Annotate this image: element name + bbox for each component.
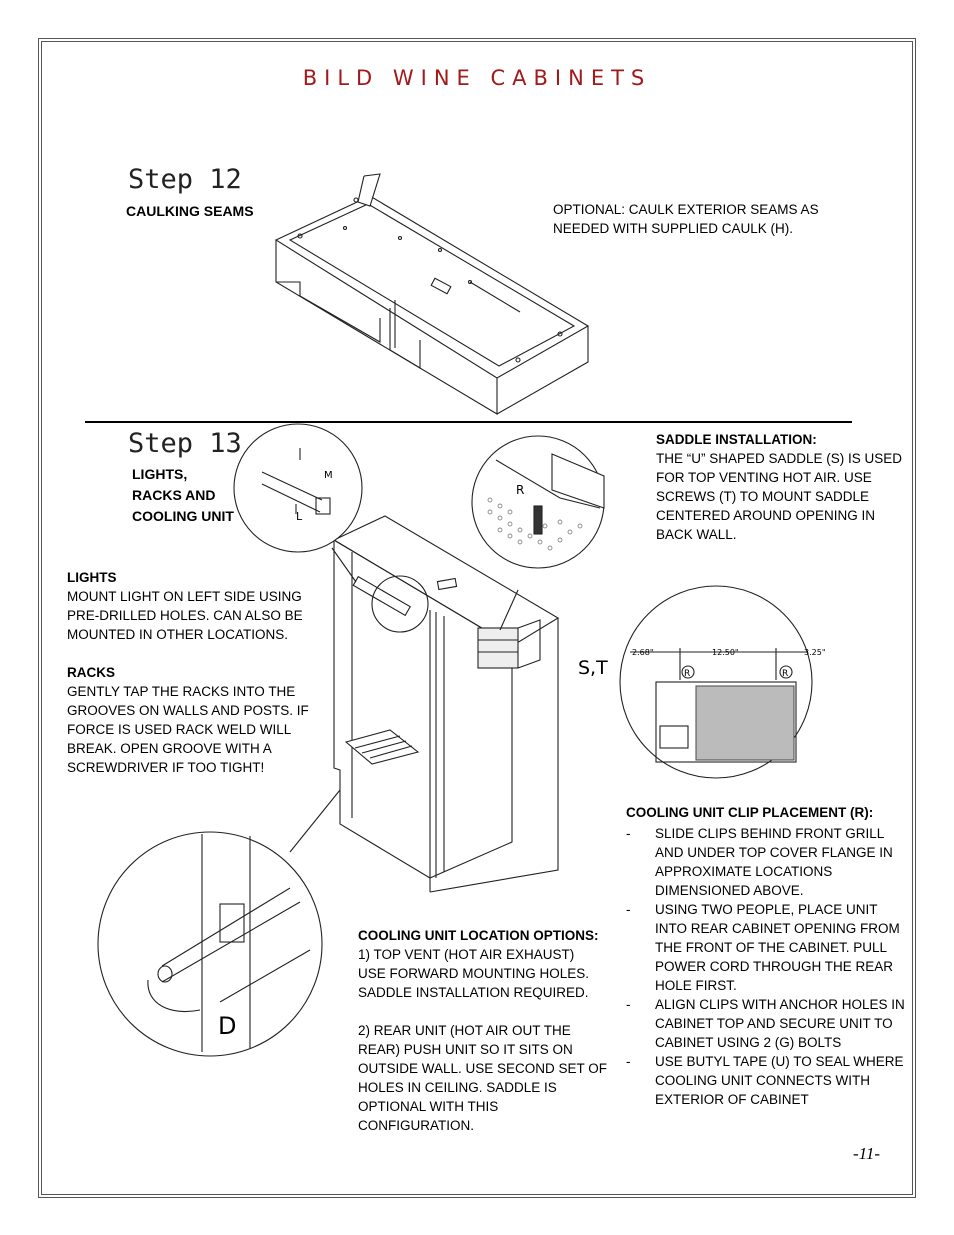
location-heading: COOLING UNIT LOCATION OPTIONS: (358, 928, 599, 943)
clips-heading: COOLING UNIT CLIP PLACEMENT (R): (626, 805, 874, 820)
clip-step-1: SLIDE CLIPS BEHIND FRONT GRILL AND UNDER TOP COVER FLANGE IN APPROXIMATE LOCATIONS DIMENSIONED ABOVE. (655, 826, 893, 898)
step-13-heading: LIGHTS, RACKS AND COOLING UNIT (132, 466, 234, 524)
list-item: - USING TWO PEOPLE, PLACE UNIT INTO REAR CABINET OPENING FROM THE FRONT OF THE CABINET. PULL POWER CORD THROUGH THE REAR HOLE FIRST. (626, 902, 900, 993)
callout-st: S,T (578, 657, 608, 679)
cabinet-top-drawing (276, 174, 588, 414)
clips-list (626, 824, 906, 1109)
page-number: -11- (853, 1144, 881, 1163)
clip-step-4: USE BUTYL TAPE (U) TO SEAL WHERE COOLING UNIT CONNECTS WITH EXTERIOR OF CABINET (655, 1054, 904, 1107)
callout-r-saddle: R (516, 483, 525, 497)
clip-r-left: R (684, 669, 691, 679)
callout-d: D (218, 1012, 237, 1040)
location-text: 1) TOP VENT (HOT AIR EXHAUST) USE FORWARD MOUNTING HOLES. SADDLE INSTALLATION REQUIRED. 2) REAR UNIT (HOT AIR OUT THE REAR) PUSH UNIT SO IT SITS ON OUTSIDE WALL. USE SECOND SET OF HOLES IN CEILING. SADDLE IS OPTIONAL WITH THIS CONFIGURATION. (358, 947, 608, 1133)
dim-mid: 12.50" (712, 648, 739, 657)
lights-heading: LIGHTS (67, 570, 117, 585)
caulking-heading: CAULKING SEAMS (126, 203, 254, 219)
clip-r-right: R (782, 669, 789, 679)
caulking-note: OPTIONAL: CAULK EXTERIOR SEAMS AS NEEDED WITH SUPPLIED CAULK (H). (553, 202, 819, 236)
section-divider (85, 421, 852, 423)
document-title: BILD WINE CABINETS (302, 66, 652, 90)
dim-right: 3.25" (804, 648, 826, 657)
callout-l: L (296, 510, 303, 523)
racks-heading: RACKS (67, 665, 116, 680)
callout-m: M (324, 470, 333, 481)
cabinet-drawing (334, 516, 558, 892)
clip-step-2: USING TWO PEOPLE, PLACE UNIT INTO REAR CABINET OPENING FROM THE FRONT OF THE CABINET. PULL POWER CORD THROUGH THE REAR HOLE FIRST. (655, 902, 900, 993)
clip-step-3: ALIGN CLIPS WITH ANCHOR HOLES IN CABINET TOP AND SECURE UNIT TO CABINET USING 2 (G) BOLTS (655, 997, 905, 1050)
list-item: - SLIDE CLIPS BEHIND FRONT GRILL AND UNDER TOP COVER FLANGE IN APPROXIMATE LOCATIONS DIMENSIONED ABOVE. (626, 826, 893, 898)
clip-placement-detail (620, 586, 812, 778)
step-13-label: Step 13 (128, 428, 242, 459)
racks-text: GENTLY TAP THE RACKS INTO THE GROOVES ON WALLS AND POSTS. IF FORCE IS USED RACK WELD WILL BREAK. OPEN GROOVE WITH A SCREWDRIVER IF TOO TIGHT! (67, 684, 309, 775)
dim-left: 2.68" (632, 648, 654, 657)
lights-text: MOUNT LIGHT ON LEFT SIDE USING PRE-DRILLED HOLES. CAN ALSO BE MOUNTED IN OTHER LOCATIONS. (67, 589, 303, 642)
saddle-heading: SADDLE INSTALLATION: (656, 432, 817, 447)
saddle-text: THE “U” SHAPED SADDLE (S) IS USED FOR TOP VENTING HOT AIR. USE SCREWS (T) TO MOUNT SADDLE CENTERED AROUND OPENING IN BACK WALL. (656, 451, 903, 542)
step-12-label: Step 12 (128, 164, 242, 195)
list-item: - USE BUTYL TAPE (U) TO SEAL WHERE COOLING UNIT CONNECTS WITH EXTERIOR OF CABINET (626, 1054, 904, 1107)
list-item: - ALIGN CLIPS WITH ANCHOR HOLES IN CABINET TOP AND SECURE UNIT TO CABINET USING 2 (G) BOLTS (626, 997, 905, 1050)
